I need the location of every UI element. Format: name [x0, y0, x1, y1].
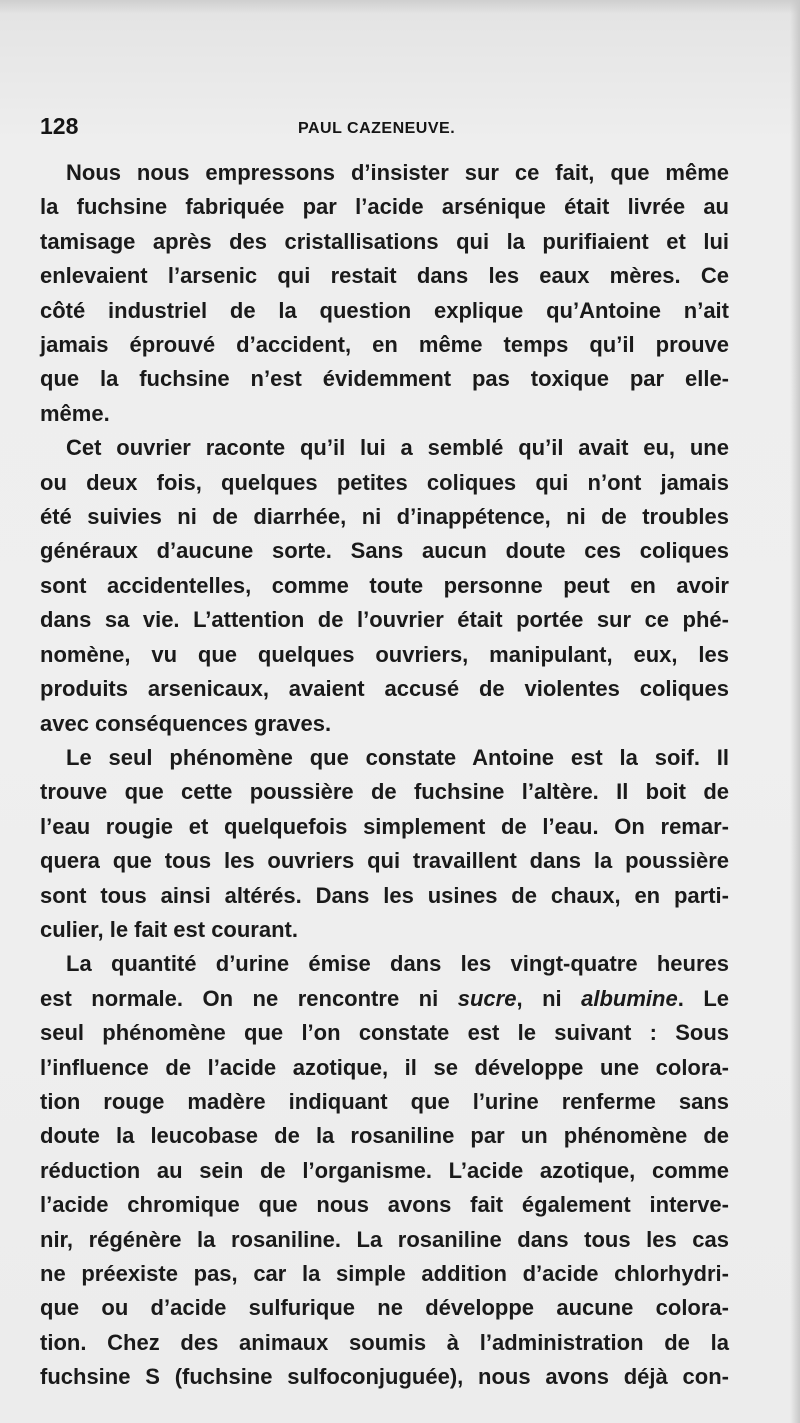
text-segment: . Le	[677, 985, 730, 1011]
text-line: l’eau rougie et quelquefois simplement de l’eau. On remar-	[40, 813, 729, 839]
page-edge-shadow-right	[790, 0, 800, 1423]
paragraph	[40, 947, 729, 1394]
text-line: ou deux fois, quelques petites coliques qui n’ont jamais	[40, 469, 729, 495]
text-line: Cet ouvrier raconte qu’il lui a semblé qu’il avait eu, une	[66, 435, 729, 461]
text-line: avec conséquences graves.	[40, 710, 332, 736]
text-segment: est normale. On ne rencontre ni	[40, 985, 458, 1011]
text-segment: , ni	[516, 985, 582, 1011]
text-line: même.	[40, 400, 110, 426]
italic-term-sucre: sucre	[457, 985, 517, 1011]
text-line: que ou d’acide sulfurique ne développe aucune colora-	[40, 1295, 729, 1321]
text-line: l’acide chromique que nous avons fait également interve-	[40, 1192, 729, 1218]
text-line: trouve que cette poussière de fuchsine l’altère. Il boit de	[40, 779, 729, 805]
text-line: nomène, vu que quelques ouvriers, manipulant, eux, les	[40, 641, 729, 667]
text-line: ne préexiste pas, car la simple addition d’acide chlorhydri-	[40, 1261, 729, 1286]
text-line: tion. Chez des animaux soumis à l’administration de la	[40, 1329, 729, 1355]
text-line: tamisage après des cristallisations qui la purifiaient et lui	[40, 228, 729, 254]
paragraph	[40, 156, 729, 431]
text-line: doute la leucobase de la rosaniline par un phénomène de	[40, 1123, 729, 1149]
text-line: fuchsine S (fuchsine sulfoconjuguée), nous avons déjà con-	[40, 1364, 729, 1390]
text-line: enlevaient l’arsenic qui restait dans les eaux mères. Ce	[40, 263, 729, 289]
text-line: réduction au sein de l’organisme. L’acide azotique, comme	[40, 1157, 729, 1183]
text-line: La quantité d’urine émise dans les vingt-quatre heures	[66, 951, 729, 977]
page-edge-shadow	[0, 0, 800, 14]
text-line: Nous nous empressons d’insister sur ce fait, que même	[66, 160, 729, 185]
page-header	[40, 113, 760, 149]
text-line	[40, 982, 729, 1016]
text-line: été suivies ni de diarrhée, ni d’inappétence, ni de troubles	[40, 504, 729, 530]
text-line: culier, le fait est courant.	[40, 916, 298, 942]
paragraph	[40, 431, 729, 741]
text-line: dans sa vie. L’attention de l’ouvrier était portée sur ce phé-	[40, 607, 729, 633]
text-line: sont accidentelles, comme toute personne peut en avoir	[40, 572, 729, 598]
text-line: nir, régénère la rosaniline. La rosaniline dans tous les cas	[40, 1226, 729, 1252]
text-line: l’influence de l’acide azotique, il se développe une colora-	[40, 1054, 729, 1080]
text-line: généraux d’aucune sorte. Sans aucun doute ces coliques	[40, 538, 729, 564]
text-line: tion rouge madère indiquant que l’urine renferme sans	[40, 1088, 729, 1114]
text-line: jamais éprouvé d’accident, en même temps qu’il prouve	[40, 332, 729, 358]
text-line: la fuchsine fabriquée par l’acide arsénique était livrée au	[40, 194, 729, 220]
text-line: Le seul phénomène que constate Antoine est la soif. Il	[66, 744, 729, 770]
text-line: quera que tous les ouvriers qui travaillent dans la poussière	[40, 848, 729, 874]
italic-term-albumine: albumine	[581, 985, 678, 1011]
page-body	[40, 156, 729, 1395]
text-line: seul phénomène que l’on constate est le suivant : Sous	[40, 1020, 729, 1046]
paragraph	[40, 741, 729, 947]
text-line: que la fuchsine n’est évidemment pas toxique par elle-	[40, 366, 729, 392]
text-line: sont tous ainsi altérés. Dans les usines de chaux, en parti-	[40, 882, 729, 908]
text-line: produits arsenicaux, avaient accusé de violentes coliques	[40, 676, 729, 702]
text-line: côté industriel de la question explique qu’Antoine n’ait	[40, 297, 729, 323]
running-head: PAUL CAZENEUVE.	[298, 120, 456, 137]
page-number: 128	[40, 113, 79, 139]
